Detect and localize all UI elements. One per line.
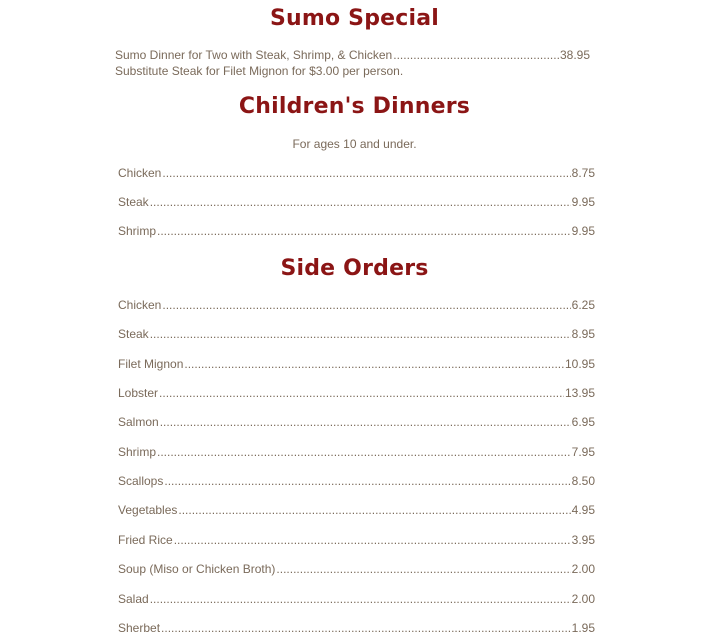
menu-item-price: 9.95 xyxy=(571,195,595,209)
menu-item-sumo-dinner xyxy=(115,47,590,63)
menu-item-price: 8.75 xyxy=(571,166,595,180)
menu-item-price: 3.95 xyxy=(571,533,595,547)
dot-leader xyxy=(393,47,559,63)
dot-leader xyxy=(160,414,571,430)
dot-leader xyxy=(162,297,570,313)
menu-item-name: Salad xyxy=(118,592,149,606)
menu-item-price: 4.95 xyxy=(571,503,595,517)
menu-item-side-lobster xyxy=(118,385,595,401)
side-orders-heading: Side Orders xyxy=(280,256,429,281)
menu-item-name: Salmon xyxy=(118,415,159,429)
menu-item-name: Fried Rice xyxy=(118,533,173,547)
sumo-special-heading: Sumo Special xyxy=(269,6,440,31)
dot-leader xyxy=(150,326,571,342)
menu-item-price: 38.95 xyxy=(559,48,590,62)
menu-item-price: 6.95 xyxy=(571,415,595,429)
menu-item-name: Soup (Miso or Chicken Broth) xyxy=(118,562,276,576)
menu-item-name: Chicken xyxy=(118,166,162,180)
dot-leader xyxy=(174,532,571,548)
menu-item-side-fried-rice xyxy=(118,532,595,548)
dot-leader xyxy=(164,473,570,489)
dot-leader xyxy=(150,194,571,210)
menu-item-price: 8.50 xyxy=(571,474,595,488)
menu-item-name: Sherbet xyxy=(118,621,161,635)
menu-item-price: 13.95 xyxy=(564,386,595,400)
menu-item-name: Steak xyxy=(118,195,149,209)
menu-item-name: Sumo Dinner for Two with Steak, Shrimp, & Chicken xyxy=(115,48,393,62)
menu-item-name: Scallops xyxy=(118,474,164,488)
dot-leader xyxy=(184,356,564,372)
menu-item-price: 1.95 xyxy=(571,621,595,635)
menu-item-side-vegetables xyxy=(118,502,595,518)
childrens-age-note: For ages 10 and under. xyxy=(292,137,417,151)
menu-item-children-chicken xyxy=(118,165,595,181)
menu-item-side-scallops xyxy=(118,473,595,489)
dot-leader xyxy=(157,223,571,239)
dot-leader xyxy=(157,444,571,460)
dot-leader xyxy=(150,591,571,607)
menu-item-name: Shrimp xyxy=(118,224,157,238)
menu-item-price: 2.00 xyxy=(571,592,595,606)
menu-item-side-chicken xyxy=(118,297,595,313)
menu-item-price: 6.25 xyxy=(571,298,595,312)
menu-item-side-filet-mignon xyxy=(118,356,595,372)
dot-leader xyxy=(276,561,570,577)
menu-item-side-steak xyxy=(118,326,595,342)
dot-leader xyxy=(159,385,564,401)
childrens-dinners-heading: Children's Dinners xyxy=(238,94,471,119)
menu-item-children-shrimp xyxy=(118,223,595,239)
menu-item-price: 10.95 xyxy=(564,357,595,371)
menu-item-name: Steak xyxy=(118,327,149,341)
menu-item-price: 7.95 xyxy=(571,445,595,459)
menu-item-price: 8.95 xyxy=(571,327,595,341)
menu-item-side-sherbet xyxy=(118,620,595,636)
menu-item-side-soup xyxy=(118,561,595,577)
menu-item-price: 9.95 xyxy=(571,224,595,238)
menu-item-children-steak xyxy=(118,194,595,210)
menu-item-name: Chicken xyxy=(118,298,162,312)
menu-item-name: Vegetables xyxy=(118,503,178,517)
menu-item-name: Lobster xyxy=(118,386,159,400)
menu-item-name: Shrimp xyxy=(118,445,157,459)
menu-item-side-shrimp xyxy=(118,444,595,460)
menu-item-side-salmon xyxy=(118,414,595,430)
sumo-substitution-note: Substitute Steak for Filet Mignon for $3.00 per person. xyxy=(115,64,404,78)
menu-item-price: 2.00 xyxy=(571,562,595,576)
dot-leader xyxy=(161,620,571,636)
menu-item-side-salad xyxy=(118,591,595,607)
dot-leader xyxy=(162,165,570,181)
dot-leader xyxy=(178,502,570,518)
menu-item-name: Filet Mignon xyxy=(118,357,184,371)
